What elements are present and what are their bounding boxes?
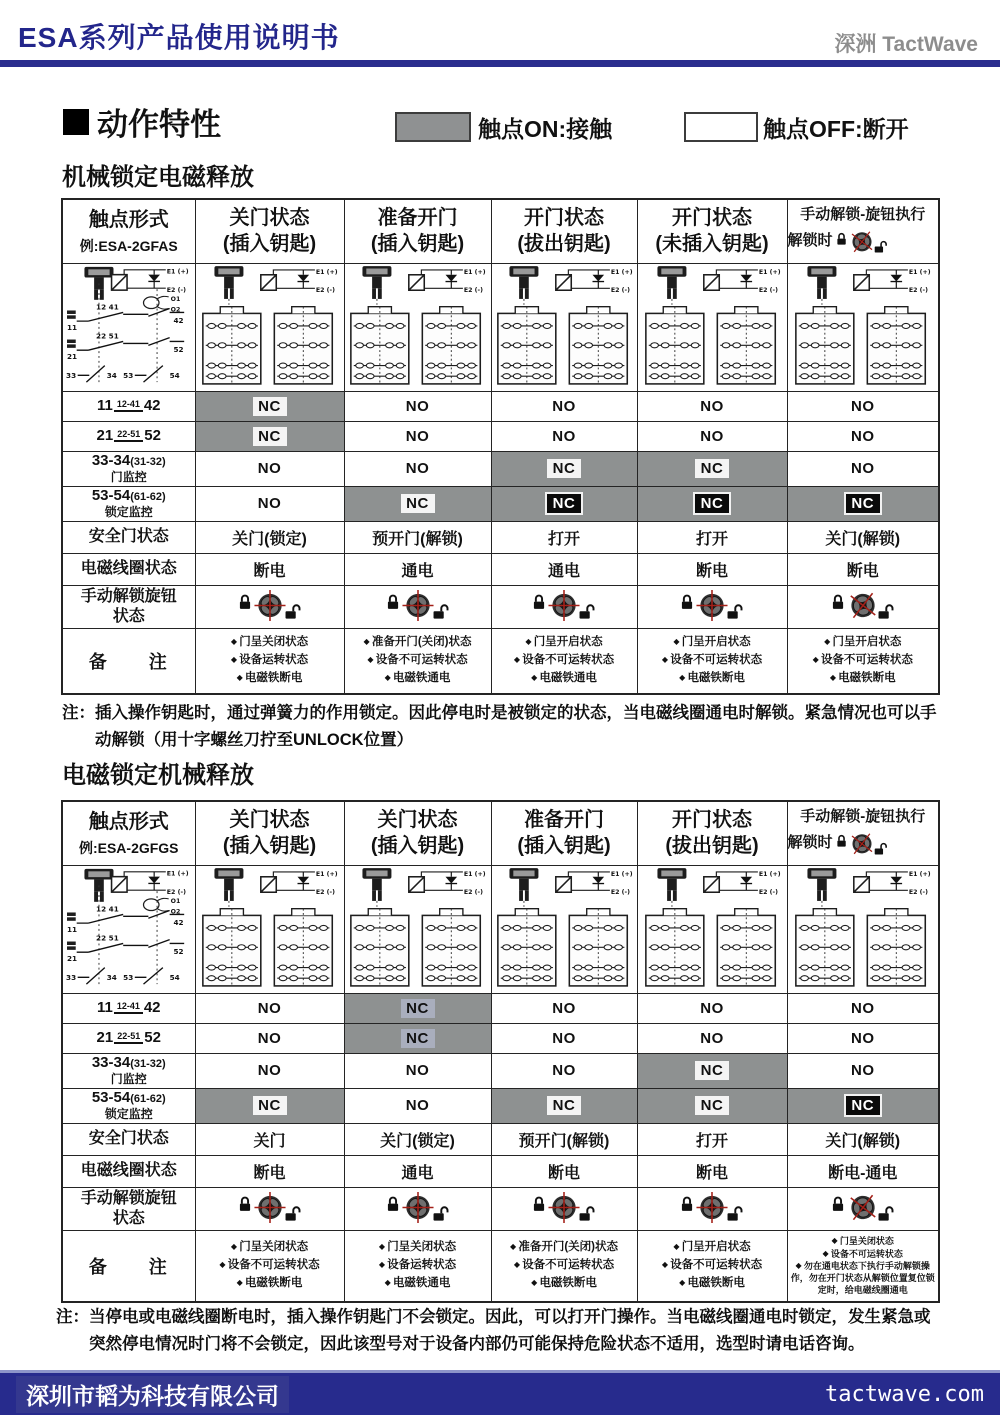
table2-footnote: 注： 当停电或电磁线圈断电时，插入操作钥匙门不会锁定。因此，可以打开门操作。当电磁线圈通电时锁定，发生紧急或突然停电情况时门将不会锁定，因此该型号对于设备内部仍可能保持危险状态不适用，选型时请电话咨询。 (56, 1308, 931, 1354)
coil-state-cell: 断电 (637, 553, 787, 585)
knob-state-cell (344, 585, 491, 628)
contact-state-cell: NC (637, 486, 787, 521)
door-state-cell: 关门 (195, 1123, 344, 1155)
manual-unlock-header: 手动解锁-旋钮执行 解锁时 (787, 199, 939, 263)
coil-state-row (62, 553, 939, 585)
state-diagram (344, 865, 491, 993)
state-diagram (787, 263, 939, 391)
contact-state-cell: NC (637, 1088, 787, 1123)
diagram-row (62, 263, 939, 391)
unlock-knob-icon (835, 827, 889, 859)
unlock-knob-icon (830, 1188, 896, 1225)
contact-row-label: 11 12-41 42 (62, 993, 195, 1023)
legend-on-swatch (395, 112, 471, 142)
contact-state-cell: NO (787, 1053, 939, 1088)
contact-state-cell: NC (195, 391, 344, 421)
coil-state-cell: 断电-通电 (787, 1155, 939, 1187)
knob-state-row (62, 1187, 939, 1230)
contact-state-cell: NC (491, 451, 637, 486)
row-label: 安全门状态 (62, 521, 195, 553)
unlock-knob-icon (385, 586, 451, 623)
row-label: 手动解锁旋钮 状态 (62, 585, 195, 628)
contact-state-cell: NO (491, 993, 637, 1023)
knob-state-cell (787, 585, 939, 628)
contact-form-header: 触点形式 例:ESA-2GFAS (62, 199, 195, 263)
contact-row-label: 33-34(31-32) 门监控 (62, 1053, 195, 1088)
contact-row-label: 33-34(31-32) 门监控 (62, 451, 195, 486)
contact-row-label: 21 22-51 52 (62, 1023, 195, 1053)
contact-state-cell: NO (195, 1023, 344, 1053)
row-label: 安全门状态 (62, 1123, 195, 1155)
contact-state-cell: NO (344, 421, 491, 451)
contact-state-cell: NC (491, 1088, 637, 1123)
notes-cell: ◆ 准备开门(关闭)状态 ◆ 设备不可运转状态 ◆ 电磁铁断电 (491, 1230, 637, 1302)
contact-state-cell: NO (344, 1053, 491, 1088)
contact-state-cell: NO (195, 486, 344, 521)
notes-cell: ◆ 门呈关闭状态 ◆ 设备不可运转状态 ◆ 勿在通电状态下执行手动解锁操作，勿在开门状态从解锁位置复位锁定时，给电磁线圈通电 (787, 1230, 939, 1302)
contact-state-cell: NO (344, 1088, 491, 1123)
column-header: 准备开门 (插入钥匙) (344, 199, 491, 263)
contact-state-cell: NO (637, 421, 787, 451)
row-label: 电磁线圈状态 (62, 553, 195, 585)
contact-state-cell: NO (787, 993, 939, 1023)
contact-state-cell: NO (195, 451, 344, 486)
notes-cell: ◆ 门呈关闭状态 ◆ 设备不可运转状态 ◆ 电磁铁断电 (195, 1230, 344, 1302)
column-header: 关门状态 (插入钥匙) (195, 801, 344, 865)
unlock-knob-icon (830, 586, 896, 623)
knob-state-cell (195, 585, 344, 628)
contact-state-cell: NO (491, 1023, 637, 1053)
knob-state-cell (344, 1187, 491, 1230)
notes-cell: ◆ 准备开门(关闭)状态 ◆ 设备不可运转状态 ◆ 电磁铁通电 (344, 628, 491, 694)
brand-logo: 深洲 TactWave (834, 33, 978, 56)
knob-state-cell (637, 585, 787, 628)
notes-row (62, 628, 939, 694)
notes-cell: ◆ 门呈开启状态 ◆ 设备不可运转状态 ◆ 电磁铁断电 (637, 1230, 787, 1302)
header-row (62, 199, 939, 263)
coil-state-row (62, 1155, 939, 1187)
contact-state-cell: NC (637, 1053, 787, 1088)
page-title: ESA系列产品使用说明书 (18, 22, 340, 53)
contact-state-cell: NO (637, 993, 787, 1023)
contact-state-cell: NC (787, 1088, 939, 1123)
column-header: 开门状态 (拔出钥匙) (637, 801, 787, 865)
diagram-row (62, 865, 939, 993)
coil-state-cell: 断电 (637, 1155, 787, 1187)
contact-state-cell: NO (491, 1053, 637, 1088)
contact-state-cell: NO (787, 1023, 939, 1053)
legend-on-label: 触点ON:接触 (478, 116, 613, 142)
door-state-row (62, 521, 939, 553)
contact-state-cell: NO (344, 391, 491, 421)
section-marker-icon (63, 109, 89, 135)
contact-row (62, 486, 939, 521)
coil-state-cell: 断电 (195, 1155, 344, 1187)
unlock-knob-icon (237, 586, 303, 623)
state-diagram (637, 865, 787, 993)
contact-state-cell: NO (637, 391, 787, 421)
contact-state-cell: NO (195, 993, 344, 1023)
electromagnetic-lock-table (61, 800, 940, 1303)
door-state-cell: 关门(锁定) (195, 521, 344, 553)
contact-form-diagram (62, 865, 195, 993)
knob-state-row (62, 585, 939, 628)
notes-label: 备 注 (62, 1230, 195, 1302)
row-label: 电磁线圈状态 (62, 1155, 195, 1187)
table1-section-title: 机械锁定电磁释放 (62, 164, 254, 191)
contact-state-cell: NC (344, 993, 491, 1023)
contact-state-cell: NC (787, 486, 939, 521)
header-rule (0, 60, 1000, 67)
contact-state-cell: NC (637, 451, 787, 486)
notes-row (62, 1230, 939, 1302)
state-diagram (637, 263, 787, 391)
contact-form-diagram (62, 263, 195, 391)
contact-row-label: 53-54(61-62) 锁定监控 (62, 486, 195, 521)
door-state-cell: 预开门(解锁) (344, 521, 491, 553)
contact-state-cell: NC (491, 486, 637, 521)
state-diagram (195, 865, 344, 993)
contact-state-cell: NC (195, 1088, 344, 1123)
door-state-cell: 关门(锁定) (344, 1123, 491, 1155)
header-row (62, 801, 939, 865)
section-title: 动作特性 (97, 107, 221, 142)
contact-state-cell: NO (787, 451, 939, 486)
contact-state-cell: NC (195, 421, 344, 451)
knob-state-cell (491, 585, 637, 628)
unlock-knob-icon (679, 1188, 745, 1225)
contact-state-cell: NO (787, 421, 939, 451)
coil-state-cell: 断电 (491, 1155, 637, 1187)
contact-state-cell: NO (195, 1053, 344, 1088)
door-state-cell: 打开 (637, 521, 787, 553)
knob-state-cell (491, 1187, 637, 1230)
page-footer (0, 1370, 1000, 1415)
state-diagram (344, 263, 491, 391)
unlock-knob-icon (385, 1188, 451, 1225)
notes-label: 备 注 (62, 628, 195, 694)
contact-state-cell: NO (491, 391, 637, 421)
contact-form-header: 触点形式 例:ESA-2GFGS (62, 801, 195, 865)
state-diagram (195, 263, 344, 391)
knob-state-cell (195, 1187, 344, 1230)
contact-row (62, 391, 939, 421)
door-state-cell: 打开 (637, 1123, 787, 1155)
unlock-knob-icon (679, 586, 745, 623)
unlock-knob-icon (531, 1188, 597, 1225)
column-header: 关门状态 (插入钥匙) (344, 801, 491, 865)
notes-cell: ◆ 门呈开启状态 ◆ 设备不可运转状态 ◆ 电磁铁通电 (491, 628, 637, 694)
coil-state-cell: 通电 (491, 553, 637, 585)
door-state-cell: 预开门(解锁) (491, 1123, 637, 1155)
door-state-cell: 打开 (491, 521, 637, 553)
notes-cell: ◆ 门呈开启状态 ◆ 设备不可运转状态 ◆ 电磁铁断电 (637, 628, 787, 694)
footer-website: tactwave.com (825, 1381, 984, 1407)
notes-cell: ◆ 门呈关闭状态 ◆ 设备运转状态 ◆ 电磁铁通电 (344, 1230, 491, 1302)
legend-off-swatch (684, 112, 758, 142)
contact-row-label: 11 12-41 42 (62, 391, 195, 421)
column-header: 关门状态 (插入钥匙) (195, 199, 344, 263)
manual-unlock-header: 手动解锁-旋钮执行 解锁时 (787, 801, 939, 865)
contact-row (62, 993, 939, 1023)
contact-row-label: 21 22-51 52 (62, 421, 195, 451)
knob-state-cell (787, 1187, 939, 1230)
unlock-knob-icon (237, 1188, 303, 1225)
notes-cell: ◆ 门呈关闭状态 ◆ 设备运转状态 ◆ 电磁铁断电 (195, 628, 344, 694)
table2-section-title: 电磁锁定机械释放 (62, 762, 254, 789)
row-label: 手动解锁旋钮 状态 (62, 1187, 195, 1230)
table1-footnote: 注： 插入操作钥匙时，通过弹簧力的作用锁定。因此停电时是被锁定的状态，当电磁线圈通电时解锁。紧急情况也可以手动解锁（用十字螺丝刀拧至UNLOCK位置） (62, 704, 937, 750)
contact-row (62, 421, 939, 451)
state-diagram (491, 865, 637, 993)
legend-off-label: 触点OFF:断开 (763, 116, 909, 142)
coil-state-cell: 断电 (195, 553, 344, 585)
coil-state-cell: 通电 (344, 1155, 491, 1187)
contact-state-cell: NC (344, 486, 491, 521)
column-header: 准备开门 (插入钥匙) (491, 801, 637, 865)
contact-row (62, 451, 939, 486)
contact-state-cell: NO (491, 421, 637, 451)
contact-row (62, 1023, 939, 1053)
contact-state-cell: NO (787, 391, 939, 421)
coil-state-cell: 断电 (787, 553, 939, 585)
contact-state-cell: NC (344, 1023, 491, 1053)
contact-row-label: 53-54(61-62) 锁定监控 (62, 1088, 195, 1123)
column-header: 开门状态 (未插入钥匙) (637, 199, 787, 263)
state-diagram (491, 263, 637, 391)
door-state-cell: 关门(解锁) (787, 1123, 939, 1155)
coil-state-cell: 通电 (344, 553, 491, 585)
footer-company: 深圳市韬为科技有限公司 (16, 1376, 289, 1413)
unlock-knob-icon (835, 225, 889, 257)
mechanical-lock-table (61, 198, 940, 695)
door-state-row (62, 1123, 939, 1155)
contact-row (62, 1088, 939, 1123)
column-header: 开门状态 (拔出钥匙) (491, 199, 637, 263)
contact-row (62, 1053, 939, 1088)
contact-state-cell: NO (344, 451, 491, 486)
state-diagram (787, 865, 939, 993)
contact-state-cell: NO (637, 1023, 787, 1053)
notes-cell: ◆ 门呈开启状态 ◆ 设备不可运转状态 ◆ 电磁铁断电 (787, 628, 939, 694)
unlock-knob-icon (531, 586, 597, 623)
door-state-cell: 关门(解锁) (787, 521, 939, 553)
knob-state-cell (637, 1187, 787, 1230)
